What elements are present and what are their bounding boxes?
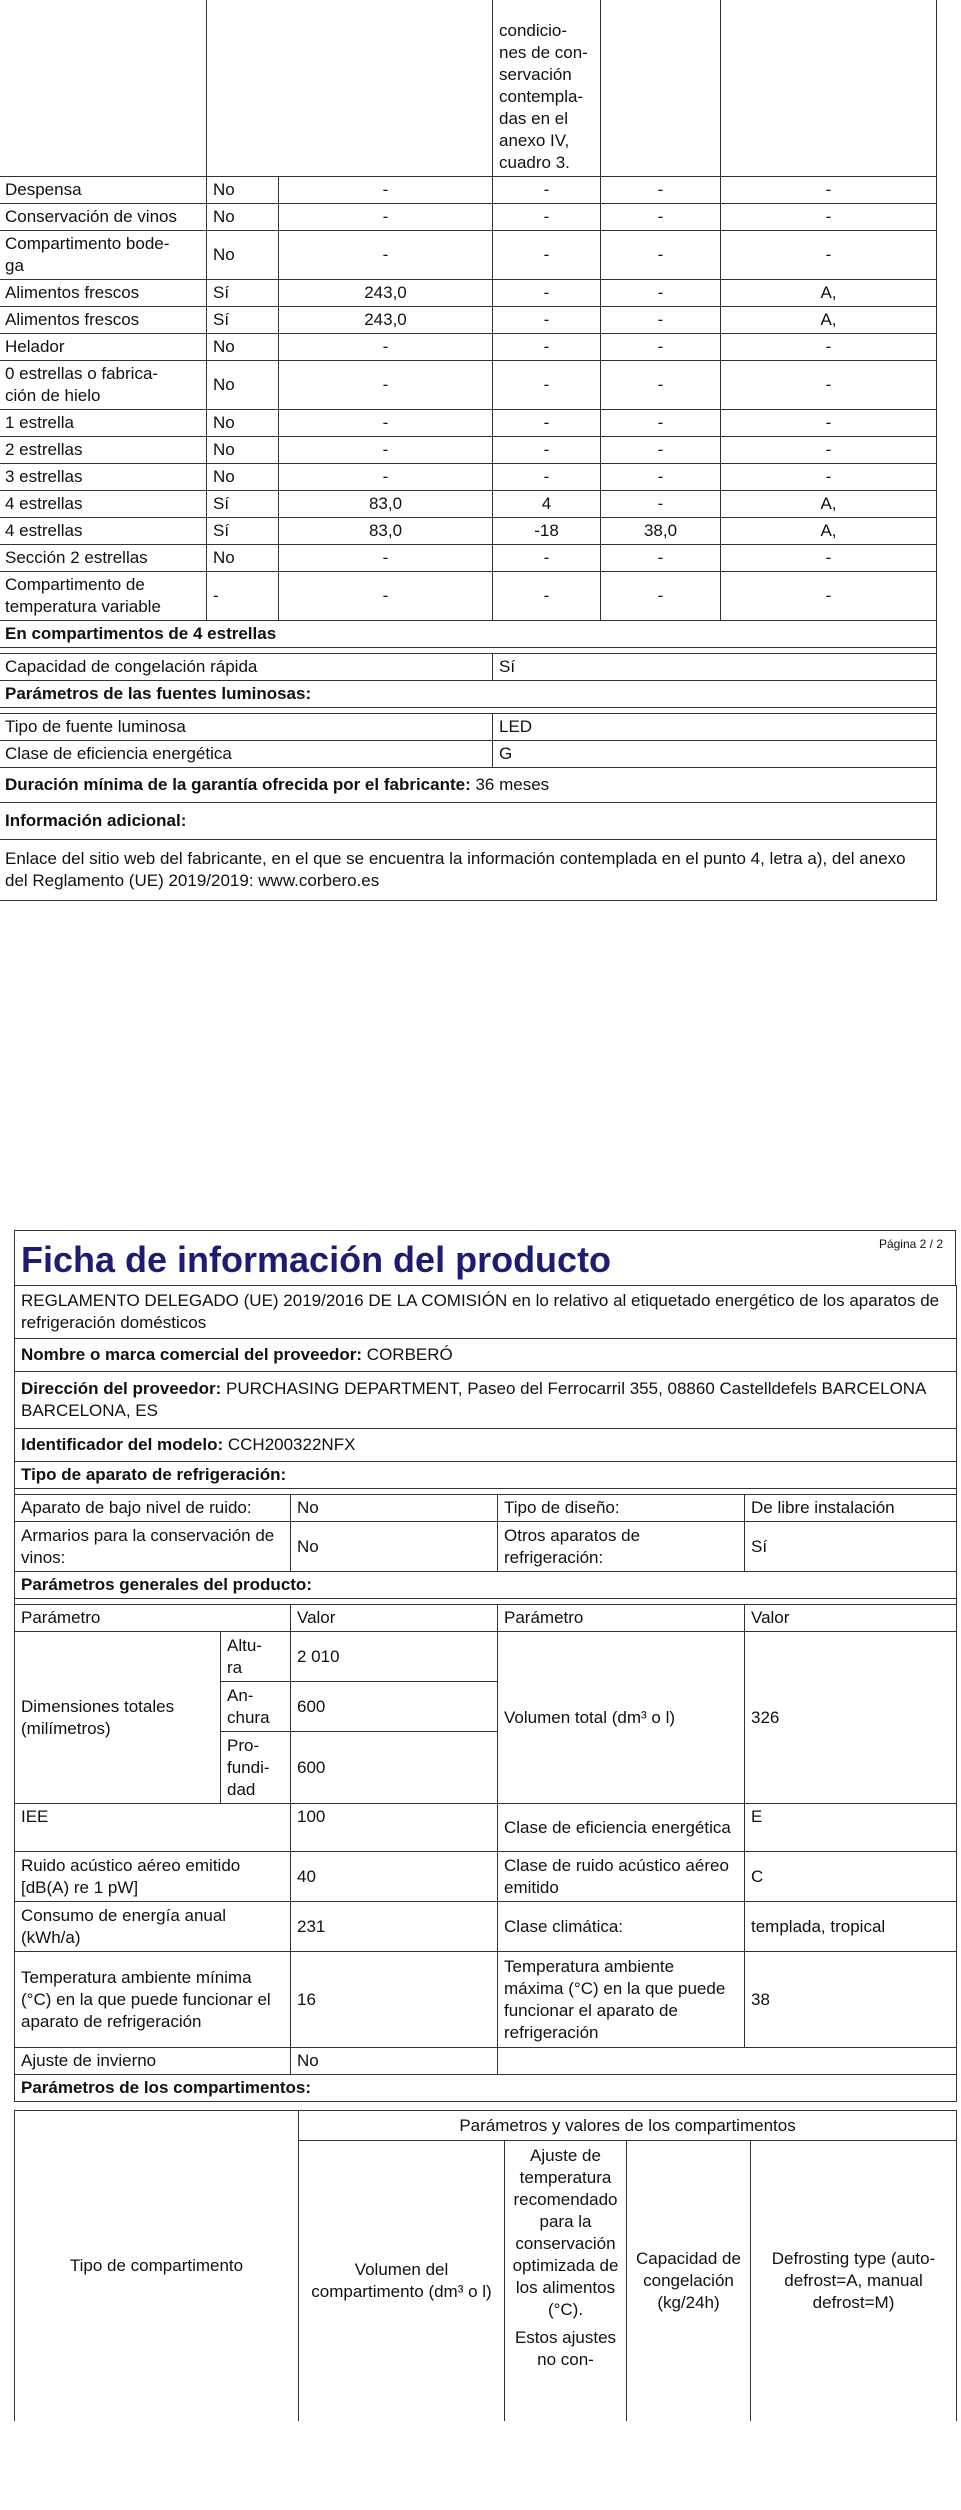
comp-group-header: Parámetros y valores de los compartimentos bbox=[299, 2111, 957, 2141]
width-label: An- chura bbox=[221, 1682, 291, 1732]
compartment-cell: A, bbox=[721, 279, 937, 306]
compartment-row bbox=[0, 517, 937, 544]
brand-value: CORBERÓ bbox=[366, 1345, 453, 1364]
compartment-name: 2 estrellas bbox=[0, 436, 207, 463]
compartment-cell: - bbox=[279, 360, 493, 409]
tmax-value: 38 bbox=[745, 1952, 957, 2048]
comp-defrost-header: Defrosting type (auto-defrost=A, manual defrost=M) bbox=[751, 2141, 957, 2421]
light-header: Parámetros de las fuentes luminosas: bbox=[0, 680, 937, 707]
wine-label: Armarios para la conservación de vinos: bbox=[15, 1522, 291, 1572]
compartment-name: Alimentos frescos bbox=[0, 279, 207, 306]
compartment-row bbox=[0, 409, 937, 436]
height-value: 2 010 bbox=[291, 1632, 498, 1682]
compartment-cell: - bbox=[601, 176, 721, 203]
compartment-row bbox=[0, 544, 937, 571]
conditions-cell: condicio- nes de con- servación contempla- das en el anexo IV, cuadro 3. bbox=[493, 0, 601, 176]
compartment-cell: - bbox=[279, 230, 493, 279]
winter-value: No bbox=[291, 2048, 498, 2075]
compartment-cell: - bbox=[601, 333, 721, 360]
compartment-name: 3 estrellas bbox=[0, 463, 207, 490]
compartment-cell: -18 bbox=[493, 517, 601, 544]
compartment-cell: - bbox=[601, 490, 721, 517]
quick-freeze-value: Sí bbox=[493, 653, 937, 680]
climate-value: templada, tropical bbox=[745, 1902, 957, 1952]
compartment-cell: 243,0 bbox=[279, 279, 493, 306]
compartment-cell: - bbox=[721, 571, 937, 620]
compartment-cell: - bbox=[601, 571, 721, 620]
compartment-cell: 83,0 bbox=[279, 517, 493, 544]
volume-value: 326 bbox=[745, 1632, 957, 1804]
compartment-cell: A, bbox=[721, 306, 937, 333]
model-label: Identificador del modelo: bbox=[21, 1435, 224, 1454]
compartment-cell: - bbox=[601, 279, 721, 306]
col-param-2: Parámetro bbox=[498, 1605, 745, 1632]
compartment-cell: - bbox=[279, 571, 493, 620]
compartment-cell: - bbox=[721, 544, 937, 571]
low-noise-value: No bbox=[291, 1495, 498, 1522]
warranty-label: Duración mínima de la garantía ofrecida por el fabricante: bbox=[5, 774, 471, 794]
eclass-value: E bbox=[745, 1804, 957, 1852]
noise-label: Ruido acústico aéreo emitido [dB(A) re 1 pW] bbox=[15, 1852, 291, 1902]
continuation-row bbox=[0, 0, 937, 176]
page-number: Página 2 / 2 bbox=[878, 1237, 943, 1251]
compartment-cell: - bbox=[279, 544, 493, 571]
compartment-cell: Sí bbox=[207, 306, 279, 333]
address-label: Dirección del proveedor: bbox=[21, 1379, 222, 1398]
noise-class-value: C bbox=[745, 1852, 957, 1902]
dims-label: Dimensiones totales (milímetros) bbox=[15, 1632, 221, 1804]
compartment-name: Alimentos frescos bbox=[0, 306, 207, 333]
tmax-label: Temperatura ambiente máxima (°C) en la que puede funcionar el aparato de refrigeración bbox=[498, 1952, 745, 2048]
compartment-cell: - bbox=[721, 203, 937, 230]
compartment-cell: - bbox=[601, 230, 721, 279]
other-value: Sí bbox=[745, 1522, 957, 1572]
product-info-table bbox=[14, 1285, 957, 2102]
compartment-row bbox=[0, 230, 937, 279]
compartment-cell: - bbox=[721, 176, 937, 203]
compartment-cell: - bbox=[721, 463, 937, 490]
compartment-cell: - bbox=[721, 409, 937, 436]
tmin-label: Temperatura ambiente mínima (°C) en la que puede funcionar el aparato de refrigeración bbox=[15, 1952, 291, 2048]
compartment-table-top bbox=[0, 0, 937, 901]
compartment-row bbox=[0, 360, 937, 409]
compartment-cell: - bbox=[493, 409, 601, 436]
light-class-value: G bbox=[493, 740, 937, 767]
col-param-1: Parámetro bbox=[15, 1605, 291, 1632]
compartment-cell: No bbox=[207, 544, 279, 571]
compartment-name: Compartimento de temperatura variable bbox=[0, 571, 207, 620]
compartment-cell: - bbox=[721, 436, 937, 463]
height-label: Altu- ra bbox=[221, 1632, 291, 1682]
compartment-rows bbox=[0, 176, 937, 620]
additional-header: Información adicional: bbox=[0, 802, 937, 839]
compartment-name: 0 estrellas o fabrica- ción de hielo bbox=[0, 360, 207, 409]
noise-class-label: Clase de ruido acústico aéreo emitido bbox=[498, 1852, 745, 1902]
design-label: Tipo de diseño: bbox=[498, 1495, 745, 1522]
compartment-cell: - bbox=[279, 176, 493, 203]
volume-label: Volumen total (dm³ o l) bbox=[498, 1632, 745, 1804]
compartment-row bbox=[0, 306, 937, 333]
compartment-cell: - bbox=[601, 409, 721, 436]
compartment-cell: - bbox=[721, 333, 937, 360]
compartment-cell: - bbox=[279, 463, 493, 490]
warranty-value: 36 meses bbox=[475, 774, 550, 794]
four-star-header: En compartimentos de 4 estrellas bbox=[0, 620, 937, 647]
eclass-label: Clase de eficiencia energética bbox=[498, 1804, 745, 1852]
compartment-cell: 38,0 bbox=[601, 517, 721, 544]
compartment-row bbox=[0, 203, 937, 230]
compartment-cell: No bbox=[207, 176, 279, 203]
compartment-row bbox=[0, 490, 937, 517]
compartment-cell: - bbox=[601, 203, 721, 230]
comp-type-header: Tipo de compartimento bbox=[15, 2111, 299, 2421]
model-value: CCH200322NFX bbox=[227, 1435, 356, 1454]
product-sheet bbox=[14, 1230, 956, 2421]
compartment-cell: - bbox=[493, 463, 601, 490]
compartment-cell: - bbox=[721, 360, 937, 409]
depth-value: 600 bbox=[291, 1732, 498, 1804]
compartment-cell: - bbox=[493, 203, 601, 230]
comp-volume-header: Volumen del compartimento (dm³ o l) bbox=[299, 2141, 505, 2421]
low-noise-label: Aparato de bajo nivel de ruido: bbox=[15, 1495, 291, 1522]
consumption-value: 231 bbox=[291, 1902, 498, 1952]
compartment-cell: - bbox=[207, 571, 279, 620]
compartment-name: Helador bbox=[0, 333, 207, 360]
noise-value: 40 bbox=[291, 1852, 498, 1902]
compartment-cell: - bbox=[279, 333, 493, 360]
iee-value: 100 bbox=[291, 1804, 498, 1852]
light-class-label: Clase de eficiencia energética bbox=[0, 740, 493, 767]
compartment-cell: - bbox=[601, 463, 721, 490]
compartment-cell: No bbox=[207, 333, 279, 360]
compartment-cell: - bbox=[601, 360, 721, 409]
type-header: Tipo de aparato de refrigeración: bbox=[15, 1462, 957, 1489]
compartment-name: Conservación de vinos bbox=[0, 203, 207, 230]
compartment-row bbox=[0, 279, 937, 306]
design-value: De libre instalación bbox=[745, 1495, 957, 1522]
compartment-cell: - bbox=[493, 571, 601, 620]
compartment-cell: Sí bbox=[207, 517, 279, 544]
compartment-cell: - bbox=[721, 230, 937, 279]
iee-label: IEE bbox=[15, 1804, 291, 1852]
compartment-row bbox=[0, 463, 937, 490]
comp-temp-header: Ajuste de temperatura recomendado para la conservación optimizada de los alimentos (°C). bbox=[512, 2146, 619, 2319]
depth-label: Pro- fundi- dad bbox=[221, 1732, 291, 1804]
compartment-name: Sección 2 estrellas bbox=[0, 544, 207, 571]
additional-text: Enlace del sitio web del fabricante, en el que se encuentra la información contemplada en el punto 4, letra a), del anexo del Reglamento (UE) 2019/2019: www.corbero.es bbox=[0, 839, 937, 900]
col-value-1: Valor bbox=[291, 1605, 498, 1632]
compartment-name: 4 estrellas bbox=[0, 517, 207, 544]
compartment-cell: - bbox=[493, 333, 601, 360]
compartment-cell: No bbox=[207, 409, 279, 436]
light-type-value: LED bbox=[493, 713, 937, 740]
regulation-text: REGLAMENTO DELEGADO (UE) 2019/2016 DE LA COMISIÓN en lo relativo al etiquetado energético de los aparatos de refrigeración domésticos bbox=[15, 1286, 957, 1339]
width-value: 600 bbox=[291, 1682, 498, 1732]
compartment-cell: - bbox=[493, 306, 601, 333]
compartment-cell: - bbox=[601, 306, 721, 333]
col-value-2: Valor bbox=[745, 1605, 957, 1632]
compartment-cell: Sí bbox=[207, 490, 279, 517]
compartment-cell: - bbox=[601, 544, 721, 571]
compartment-cell: No bbox=[207, 360, 279, 409]
brand-label: Nombre o marca comercial del proveedor: bbox=[21, 1345, 363, 1364]
compartment-row bbox=[0, 436, 937, 463]
compartment-table-continuation bbox=[0, 0, 937, 901]
compartment-cell: - bbox=[493, 176, 601, 203]
general-header: Parámetros generales del producto: bbox=[15, 1572, 957, 1599]
compartment-cell: 243,0 bbox=[279, 306, 493, 333]
consumption-label: Consumo de energía anual (kWh/a) bbox=[15, 1902, 291, 1952]
quick-freeze-label: Capacidad de congelación rápida bbox=[0, 653, 493, 680]
compartment-cell: - bbox=[279, 409, 493, 436]
address-value: PURCHASING DEPARTMENT, Paseo del Ferrocarril 355, 08860 Castelldefels BARCELONA BARCELONA, ES bbox=[21, 1379, 926, 1420]
compartment-cell: 4 bbox=[493, 490, 601, 517]
compartment-row bbox=[0, 176, 937, 203]
compartment-cell: - bbox=[279, 436, 493, 463]
compartment-cell: - bbox=[601, 436, 721, 463]
compartment-cell: No bbox=[207, 203, 279, 230]
compartment-cell: A, bbox=[721, 490, 937, 517]
wine-value: No bbox=[291, 1522, 498, 1572]
other-label: Otros aparatos de refrigeración: bbox=[498, 1522, 745, 1572]
comp-header: Parámetros de los compartimentos: bbox=[15, 2075, 957, 2102]
compartment-param-table bbox=[14, 2110, 957, 2421]
tmin-value: 16 bbox=[291, 1952, 498, 2048]
compartment-cell: - bbox=[493, 360, 601, 409]
compartment-cell: No bbox=[207, 436, 279, 463]
comp-temp-note: Estos ajustes no con- bbox=[514, 2328, 617, 2369]
compartment-row bbox=[0, 333, 937, 360]
compartment-cell: No bbox=[207, 230, 279, 279]
compartment-name: 1 estrella bbox=[0, 409, 207, 436]
compartment-cell: - bbox=[493, 279, 601, 306]
page-title: Ficha de información del producto bbox=[14, 1230, 956, 1285]
compartment-name: 4 estrellas bbox=[0, 490, 207, 517]
compartment-cell: 83,0 bbox=[279, 490, 493, 517]
compartment-name: Despensa bbox=[0, 176, 207, 203]
compartment-cell: - bbox=[493, 436, 601, 463]
compartment-cell: - bbox=[493, 230, 601, 279]
comp-capacity-header: Capacidad de congelación (kg/24h) bbox=[627, 2141, 751, 2421]
compartment-row bbox=[0, 571, 937, 620]
compartment-name: Compartimento bode- ga bbox=[0, 230, 207, 279]
compartment-cell: - bbox=[279, 203, 493, 230]
compartment-cell: Sí bbox=[207, 279, 279, 306]
light-type-label: Tipo de fuente luminosa bbox=[0, 713, 493, 740]
winter-label: Ajuste de invierno bbox=[15, 2048, 291, 2075]
compartment-cell: No bbox=[207, 463, 279, 490]
compartment-cell: - bbox=[493, 544, 601, 571]
compartment-cell: A, bbox=[721, 517, 937, 544]
climate-label: Clase climática: bbox=[498, 1902, 745, 1952]
